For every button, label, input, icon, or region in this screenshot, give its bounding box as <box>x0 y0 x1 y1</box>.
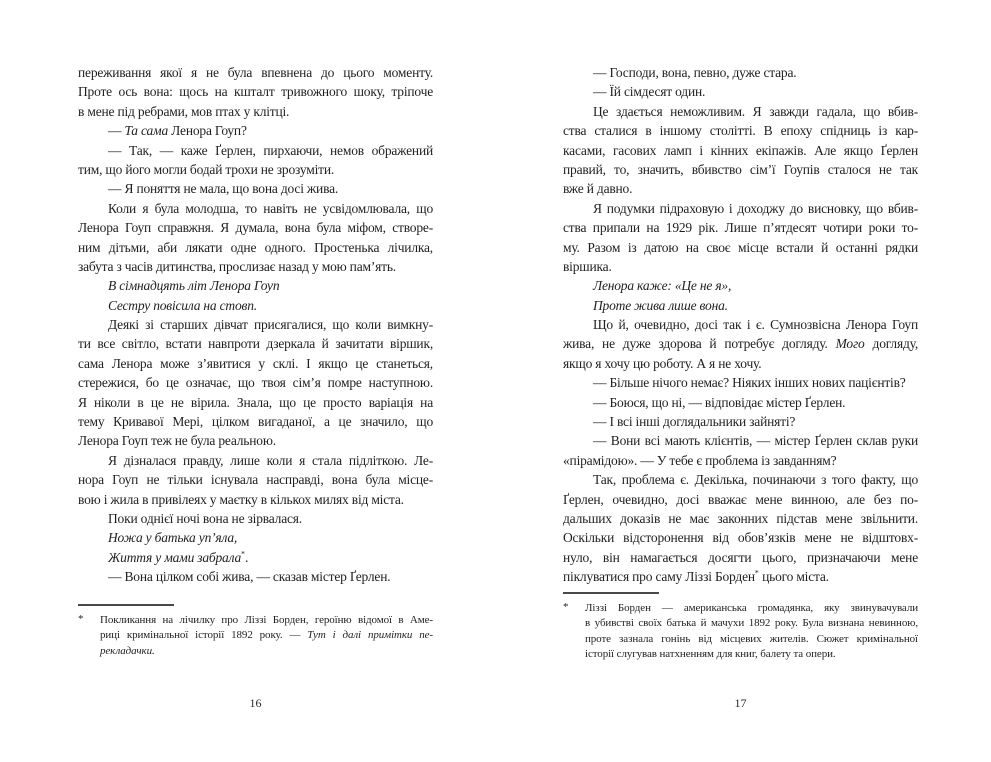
text-segment: Та сама <box>124 123 168 139</box>
text-segment: Оскільки відсторонення від обов’язків мене не відштовх- <box>563 530 918 546</box>
text-segment: Деякі зі старших дівчат присягалися, що коли вимкну- <box>108 317 433 333</box>
text-segment: Життя у мами забрала <box>108 549 242 565</box>
text-line <box>78 218 433 237</box>
text-segment: ства припали на 1929 рік. Лише п’ятдесят чотири роки то- <box>563 220 918 236</box>
footnote-row <box>78 613 433 660</box>
footnote-rule <box>563 592 659 594</box>
text-segment: Що й, очевидно, досі так і є. Сумнозвісна Ленора Гоуп <box>593 317 918 333</box>
text-segment: Поки однієї ночі вона не зірвалася. <box>108 510 302 526</box>
text-segment: стережися, бо це означає, що твоя сім’я помре наступною. <box>78 375 433 391</box>
footnote-reference-asterisk: * <box>241 549 246 559</box>
text-line <box>563 141 918 160</box>
text-line <box>563 179 918 198</box>
text-segment: піклуватися про саму Ліззі Борден <box>563 569 755 585</box>
text-segment: касами, гасових ламп і кінних екіпажів. Але якщо Ґерлен <box>563 142 918 158</box>
text-segment: — І всі інші доглядальники зайняті? <box>593 414 796 430</box>
text-line <box>78 199 433 218</box>
text-line <box>563 470 918 489</box>
text-line <box>563 567 918 586</box>
text-line <box>78 121 433 140</box>
text-line <box>78 257 433 276</box>
text-line <box>78 451 433 470</box>
text-segment: Ножа у батька уп’яла, <box>108 530 238 546</box>
text-segment: — <box>108 123 125 139</box>
text-line <box>78 276 433 295</box>
footnote-marker: * <box>78 612 84 625</box>
text-line <box>563 238 918 257</box>
text-segment: Ленора Гоуп теж не була реальною. <box>78 433 276 449</box>
text-segment: В сімнадцять літ Ленора Гоуп <box>108 278 280 294</box>
text-segment: переживання якої я не була впевнена до цього моменту. <box>78 65 433 80</box>
text-line <box>78 528 433 547</box>
text-segment: Ленора каже: «Це не я», <box>593 278 732 294</box>
book-page-right <box>563 63 918 762</box>
text-segment: Ленора Гоуп справжня. Я думала, вона була міфом, створе- <box>78 220 433 236</box>
text-line <box>563 548 918 567</box>
text-line <box>563 373 918 392</box>
text-line <box>563 199 918 218</box>
text-line <box>78 354 433 373</box>
text-line <box>78 296 433 315</box>
text-line <box>563 451 918 470</box>
text-segment: Ленора Гоуп? <box>168 123 247 139</box>
footnote-reference-asterisk: * <box>754 568 759 578</box>
text-line <box>563 160 918 179</box>
text-line <box>563 63 918 82</box>
text-segment: Проте ось вона: щось на кшталт тривожного шоку, тріпоче <box>78 84 433 100</box>
text-segment: нуло, він намагається досягти цього, призначаючи мене <box>563 549 918 565</box>
text-segment: — Вона цілком собі жива, — сказав містер Ґерлен. <box>108 569 391 585</box>
text-segment: тим, що його могли бодай трохи не зрозуміти. <box>78 161 335 177</box>
text-line <box>78 412 433 431</box>
text-line <box>563 393 918 412</box>
text-line <box>78 470 433 489</box>
text-segment: історії слугував натхненням для книг, балету та опери. <box>585 648 836 660</box>
text-segment: жива, не дуже здорова й потребує догляду. <box>563 336 836 352</box>
page-body <box>78 63 433 587</box>
text-segment: «пірамідою». — У тебе є проблема із завданням? <box>563 452 837 468</box>
text-segment: — Більше нічого немає? Ніяких інших нових пацієнтів? <box>593 375 906 391</box>
text-line <box>563 431 918 450</box>
text-segment: якщо я хочу цю роботу. А я не хочу. <box>563 355 762 371</box>
text-line <box>78 82 433 101</box>
text-line <box>78 238 433 257</box>
text-segment: — Так, — каже Ґерлен, пирхаючи, немов ображений <box>108 142 433 158</box>
text-segment: вже й давно. <box>563 181 633 197</box>
text-line <box>563 354 918 373</box>
text-segment: вою і жила в привілеях у маєтку в кількох милях від міста. <box>78 491 404 507</box>
text-line <box>585 616 918 632</box>
text-line <box>563 276 918 295</box>
text-segment: забута з часів дитинства, прослизає назад у мою пам’ять. <box>78 258 396 274</box>
footnote-lines <box>100 613 433 660</box>
footnote-lines <box>585 601 918 663</box>
text-line <box>563 82 918 101</box>
text-segment: Покликання на лічилку про Ліззі Борден, героїню відомої в Аме- <box>100 613 433 626</box>
text-segment: му. Разом із датою на своє місце встали й останні рядки <box>563 239 918 255</box>
page-number: 16 <box>249 696 262 710</box>
text-line <box>563 218 918 237</box>
text-line <box>563 528 918 547</box>
text-line <box>100 628 433 644</box>
text-segment: в убивстві своїх батька й мачухи 1892 року. Була визнана невинною, <box>585 617 918 629</box>
text-line <box>78 141 433 160</box>
footnote-rule <box>78 604 174 606</box>
text-segment: — Господи, вона, певно, дуже стара. <box>593 65 797 80</box>
text-line <box>563 509 918 528</box>
text-line <box>585 632 918 648</box>
text-segment: цього міста. <box>758 569 829 585</box>
text-line <box>585 647 918 663</box>
text-segment: . <box>245 549 249 565</box>
text-line <box>78 102 433 121</box>
text-segment: дальших доказів не має законних підстав мене звільнити. <box>563 510 918 526</box>
text-line <box>78 63 433 82</box>
text-line <box>563 121 918 140</box>
text-segment: — Їй сімдесят один. <box>593 84 706 100</box>
text-line <box>78 431 433 450</box>
text-segment: Ґерлен, очевидно, досі вважає мене винною, але без по- <box>563 491 918 507</box>
text-segment: ним дітьми, аби лякати одне одного. Простенька лічилка, <box>78 239 433 255</box>
text-segment: — Я поняття не мала, що вона досі жива. <box>108 181 339 197</box>
text-line <box>78 490 433 509</box>
text-line <box>563 490 918 509</box>
text-segment: тему Кривавої Мері, цілком вигаданої, а це значило, що <box>78 414 433 430</box>
footnote-marker: * <box>563 600 569 613</box>
text-line <box>78 509 433 528</box>
text-line <box>78 160 433 179</box>
text-line <box>563 296 918 315</box>
text-segment: віршика. <box>563 258 612 274</box>
text-segment: Це здається неможливим. Я завжди гадала, що вбив- <box>593 103 918 119</box>
text-segment: нора Гоуп не тільки існувала насправді, вона була місце- <box>78 472 433 488</box>
text-segment: Сестру повісила на стовп. <box>108 297 257 313</box>
text-segment: ства сталися в іншому столітті. В епоху спідниць із кар- <box>563 123 918 139</box>
text-segment: Я ніколи в це не вірила. Знала, що це просто варіація на <box>78 394 433 410</box>
text-segment: — Боюся, що ні, — відповідає містер Ґерлен. <box>593 394 846 410</box>
footnote <box>563 592 918 663</box>
text-line <box>78 334 433 353</box>
text-line <box>100 644 433 660</box>
text-segment: Я подумки підраховую і доходжу до висновку, що вбив- <box>593 200 918 216</box>
page-number: 17 <box>734 696 747 710</box>
text-line <box>78 373 433 392</box>
text-line <box>563 102 918 121</box>
text-line <box>78 179 433 198</box>
text-segment: Мого <box>835 336 865 352</box>
text-segment: правий, то, значить, вбивство сім’ї Гоупів сталося не так <box>563 161 918 177</box>
page-body <box>563 63 918 587</box>
text-segment: сама Ленора може з’явитися у склі. І якщо це станеться, <box>78 355 433 371</box>
footnote <box>78 604 433 659</box>
text-line <box>585 601 918 617</box>
text-segment: Проте жива лише вона. <box>593 297 728 313</box>
text-segment: проте зазнала гонінь від місцевих жителів. Сюжет кримінальної <box>585 632 918 645</box>
text-line <box>78 315 433 334</box>
text-segment: — Вони всі мають клієнтів, — містер Ґерлен склав руки <box>593 433 918 449</box>
text-line <box>563 257 918 276</box>
text-segment: Ліззі Борден — американська громадянка, яку звинувачували <box>585 601 918 614</box>
text-segment: Коли я була молодша, то навіть не усвідомлювала, що <box>108 200 433 216</box>
book-page-left <box>78 63 433 762</box>
text-segment: Тут і далі примітки пе- <box>307 629 433 641</box>
text-segment: ти все світло, встати навпроти дзеркала й зачитати віршик, <box>78 336 433 352</box>
text-segment: догляду, <box>864 336 918 352</box>
text-line <box>100 613 433 629</box>
footnote-row <box>563 601 918 663</box>
text-line <box>78 393 433 412</box>
text-line <box>78 548 433 567</box>
text-segment: рекладачки. <box>100 644 155 657</box>
text-line <box>563 315 918 334</box>
text-segment: в мене під ребрами, мов птах у клітці. <box>78 103 290 119</box>
text-segment: риці кримінальної історії 1892 року. — <box>100 629 308 641</box>
text-segment: Я дізналася правду, лише коли я стала підліткою. Ле- <box>108 452 433 468</box>
text-segment: Так, проблема є. Декілька, починаючи з того факту, що <box>593 472 918 488</box>
text-line <box>563 412 918 431</box>
text-line <box>563 334 918 353</box>
text-line <box>78 567 433 586</box>
